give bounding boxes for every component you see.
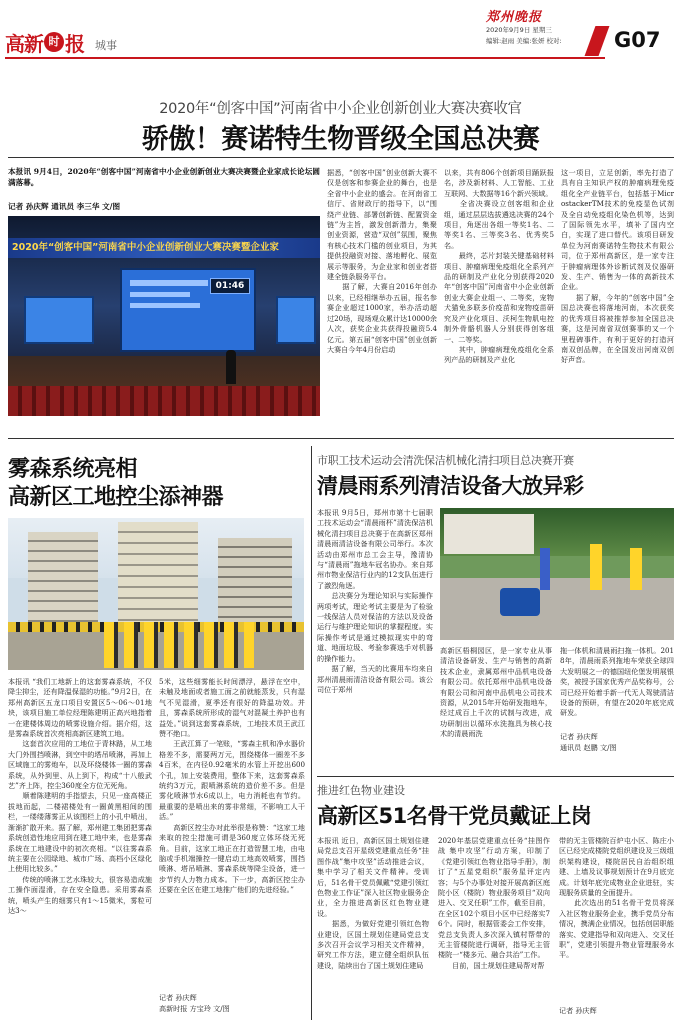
section-divider-1 xyxy=(8,438,674,439)
cleaning-machine xyxy=(500,588,540,616)
party-col2: 2020年基层党建重点任务“挂图作战 集中攻坚”行动方案，印制了《党建引领红色物业指导手册》，制订了“五星党组织”服务星评定内容；与5个办事处对接开展高新区庭院小区（楼院）物业服务项目“双向进入、交叉任职”工作，截至目前，在全区102个项目小区中已经落实76个。同时，根据管委会工作安排，党总支负责人多次深入镇村帮带的无主管楼院进行调研，指导无主管楼院一“楼多元、融合共治”工作。 目前，国土规划住建局帮对帮 xyxy=(438,836,550,970)
section-label: 城事 xyxy=(95,39,117,52)
masthead-logo: 郑州晚报 xyxy=(486,10,543,25)
clean-byline-1: 记者 孙庆辉 xyxy=(560,732,598,741)
score-board: 01:46 xyxy=(210,278,250,294)
party-col3: 带的无主管楼院百炉屯小区、陈庄小区已经完成楼院党组织建设及三级组织架构建设，楼院居民自治组织组建、上墙及议事规划预计在9月底完成。计划年底完成物业企业进驻，实现服务质量的全面提升。 此次选出的51名骨干党员将深入社区物业服务企业，携手党员分布情况，携满企业情况，包括创居职能落实、党建指导和双向进入、交叉任职”，党建引领提升物业管理服务水平。 xyxy=(559,836,674,960)
side-screen-right xyxy=(276,296,316,344)
lead-divider xyxy=(8,157,674,158)
page-slash xyxy=(585,26,610,56)
section-divider-2 xyxy=(317,776,674,777)
clean-headline: 清晨雨系列清洁设备大放异彩 xyxy=(317,474,584,498)
operator-3 xyxy=(630,548,642,590)
stage-screen xyxy=(120,268,256,352)
masthead xyxy=(0,0,681,62)
brand-block xyxy=(5,30,117,54)
speaker-figure xyxy=(226,350,236,384)
party-kicker: 推进红色物业建设 xyxy=(317,784,405,797)
stage-banner: 2020年“创客中国”河南省中小企业创新创业大赛决赛暨企业家 xyxy=(8,238,320,258)
brand-right: 报 xyxy=(65,31,85,56)
building-1 xyxy=(28,532,98,622)
lead-col2: 据悉，“创客中国”创业创新大赛不仅是创客和参赛企业的舞台，也是全省中小企业的盛会。在河南省工信厅、省财政厅的指导下，以“围绕产业链、部署创新链、配置资金链”为主旨，激发创新潜力，集聚创业资源，营造“双创”氛围，聚焦有核心技术门槛的创业项目，为其提供投融资对接、落地孵化、展览展示等服务，为企业家和创业者搭建全链条服务平台。 据了解，大赛自2016年创办以来，已经相继举办五届，报名参赛企业超过1000家，举办活动超过20场，现场观众累计达10000余人次，获奖企业共获得投融资5.4亿元。第五届“创客中国”创业创新大赛自今年4月份启动 xyxy=(327,168,437,354)
building-3 xyxy=(218,538,292,622)
clean-byline-2: 通讯员 赵鹏 文/图 xyxy=(560,743,617,752)
clean-col1: 本报讯 9月5日，郑州市第十七届职工技术运动会“清晨雨杯”清洗保洁机械化清扫项目总决赛于在高新区郑州清晨雨清洁设备有限公司举行。本次活动由郑州市总工会主导，豫清协与“清晨雨”拖地车冠名协办。来自郑州市物业保洁行业内的12支队伍进行了激烈角逐。 总决赛分为理论知识与实际操作两项考试，理论考试主要是为了检验一线保洁人员对保洁的方法以及设备运行与维护理论知识的掌握程度。实际操作考试是通过模拟现实中的弯道、地面垃圾、考验参赛选手对机器的操作能力。 据了解，当天的比赛用车均来自郑州清晨雨清洁设备有限公司。该公司位于郑州 xyxy=(317,508,433,694)
building-2 xyxy=(118,522,198,622)
editor-line: 编辑:赵雨 美编:张妍 校对: xyxy=(486,37,562,45)
fog-photo xyxy=(8,518,304,670)
audience-row xyxy=(8,386,320,416)
lead-headline: 骄傲！赛诺特生物晋级全国总决赛 xyxy=(141,124,540,155)
lead-byline: 记者 孙庆辉 通讯员 李三华 文/图 xyxy=(8,202,121,211)
fog-byline-2: 高新时报 方宝玲 文/图 xyxy=(159,1004,230,1013)
fog-headline-2: 高新区工地控尘添神器 xyxy=(8,485,224,510)
page-number: G07 xyxy=(614,28,661,52)
clean-kicker: 市职工技术运动会清洗保洁机械化清扫项目总决赛开赛 xyxy=(317,454,574,467)
fog-headline-1: 雾森系统亮相 xyxy=(8,457,138,482)
masthead-rule xyxy=(5,57,605,59)
party-byline: 记者 孙庆辉 xyxy=(559,1006,597,1015)
fog-col1: 本报讯 “我们工地新上的这套雾森系统，不仅降尘抑尘，还有降温保湿的功能。”9月2日，在郑州高新区五龙口项目安置区5～06～01地块，该项目施工单位经理陈建明正高兴地指着一在建楼体周边的喷雾设施介绍。据介绍，这是雾森系统首次亮相高新区建筑工地。 这套首次应用的工地位于青林路，从工地大门外围挡喷淋，到空中的塔吊喷淋，再加上区域施工的雾炮车，以及环绕楼体一圈的雾森系统，从外到里、从上到下，构成“十八般武艺”齐上阵，控尘360度全方位无死角。 顺着陈建明的手指望去，只见一座高楼正拔地而起，二楼裙楼处有一圈黄黑相间的围栏，一缕缕薄雾正从该围栏上的小孔中喷出，渐渐扩散开来。据了解，郑州建工集团把雾森系统创造性地应用到在建工地中来，也是雾森系统在工地建设中的初次亮相。“以往雾森系统主要在公园绿地、城市广场、高档小区绿化上使用比较多。” 传统的喷淋工艺水珠较大，很容易造成施工操作面湿滑，存在安全隐患。采用雾森系统，喷头产生的细雾只有1～15微米，雾粒可达3～ xyxy=(8,677,152,915)
fog-byline-1: 记者 孙庆辉 xyxy=(159,993,197,1002)
clean-col2: 高新区梧桐园区，是一家专业从事清洁设备研发、生产与销售的高新技术企业，隶属郑州中品机电设备有限公司。依托郑州中品机电设备有限公司和河南中品机电公司技术资源，从2015年开始研发拖地车，经过成百上千次的试制与改进，成功研制出以循环水洗拖具为核心技术的清晨雨洗 xyxy=(440,646,552,739)
clean-col3: 拖一体机和清晨雨扫拖一体机。2018年，清晨雨系列拖地车荣获全球四大发明展之一的德国纽伦堡发明展银奖，被授予国家优秀产品奖称号，公司已经开始着手新一代无人驾驶清洁设备的预研，有望在2020年底完成研发。 xyxy=(560,646,674,718)
lead-kicker: 2020年“创客中国”河南省中小企业创新创业大赛决赛收官 xyxy=(159,101,522,117)
brand-left: 高新 xyxy=(5,31,43,56)
workers-group xyxy=(104,622,254,668)
lead-col3: 以来，共有806个创新项目踊跃报名，涉及新材料、人工智能、工业互联网、大数据等16个新兴领域。 全省决赛设立创客组和企业组，通过层层选拔遴选决赛的24个项目，角逐出各组一等奖1名、二等奖1名、三等奖3名、优秀奖5名。 最终，芯片封装关键基础材料项目、肿瘤病理免疫组化全系列产品的研制及产业化分别获得2020年“创客中国”河南省中小企业创新创业大赛企业组一、二等奖，宠物犬猫免多联多价疫苗和宠物疫苗研究及产业化项目、沃柯生物肌电控制外骨骼机器人分别获得创客组一、二等奖。 其中，肿瘤病理免疫组化全系列产品的研制及产业化 xyxy=(444,168,554,365)
lead-intro: 本报讯 9月4日，2020年“创客中国”河南省中小企业创新创业大赛决赛暨企业家成长论坛圆满落幕。 xyxy=(8,167,320,187)
side-screen-left xyxy=(24,296,94,344)
party-headline: 高新区51名骨干党员戴证上岗 xyxy=(317,804,592,828)
fog-col2: 5米，这些细雾能长时间漂浮，悬浮在空中，未触及地面或者施工面之前就能蒸发，只有湿气不见湿滑，夏季还有很好的降温功效。并且，雾森系统所形成的湿气对混凝土养护也有益处。”说到这套雾森系统，工地技术员王武江赞不绝口。 王武江算了一笔账，“雾森主机和净水器价格差不多，需要两万元，围绕楼体一圈差不多4百米，在内径0.92毫米的水管上开挖出600个孔，加上安装费用，整体下来，这套雾森系统约3万元，跟喷淋系统的造价差不多。但是雾化喷淋节水6成以上，电力消耗也有节约。最重要的是喷出来的雾非常细，不影响工人干活。” 高新区控尘办对此举很是称赞：“这家工地来取的控尘措施可谓是360度立体环绕无死角。目前，这家工地正在打造智慧工地，由电脑或手机端操控一键启动工地高效喷雾，围挡喷淋、塔吊喷淋、雾森系统等降尘设备，进一步节约人力物力成本。下一步，高新区控尘办还要在全区在建工地推广他们的先进经验。” xyxy=(159,677,305,895)
brand-badge: 时 xyxy=(44,32,64,52)
date-line: 2020年9月9日 星期三 xyxy=(486,26,552,34)
party-col1: 本报讯 近日，高新区国土规划住建局党总支召开星级党建重点任务“挂图作战”集中攻坚”活动推进会议，集中学习了相关文件精神。受训后，51名骨干党员佩戴“党建引领红色物业工作证”深入社区物业服务企业，全力推进高新区红色物业建设。 据悉，为做好党建引领红色物业建设，区国土规划住建局党总支多次召开会议学习相关文件精神，研究工作方法，建立健全组织队伍建设，陆续出台了国土规划住建局 xyxy=(317,836,429,970)
vertical-divider xyxy=(311,446,312,1020)
lead-col4: 这一项目，立足创新，率先打造了具有自主知识产权的肿瘤病理免疫组化全产业链平台，包括基于MicrostackerTM技术的免疫显色试剂及全自动免疫组化染色机等，达到了国际领先水平，填补了国内空白，实现了进口替代。该项目研发单位为河南赛诺特生物技术有限公司，位于郑州高新区，是一家专注于肿瘤病理体外诊断试剂及仪器研发、生产、销售为一体的高新技术企业。 据了解，今年的“创客中国”全国总决赛也将落地河南，本次获奖的优秀项目将被推荐参加全国总决赛，这是河南省双创赛事的又一个里程碑事件，有利于更好的打造河南双创品牌，在全国发出河南双创好声音。 xyxy=(561,168,674,365)
operator-2 xyxy=(590,544,602,590)
tent xyxy=(444,514,534,554)
operator-1 xyxy=(540,548,550,590)
lead-photo xyxy=(8,216,320,416)
clean-photo xyxy=(440,508,674,640)
